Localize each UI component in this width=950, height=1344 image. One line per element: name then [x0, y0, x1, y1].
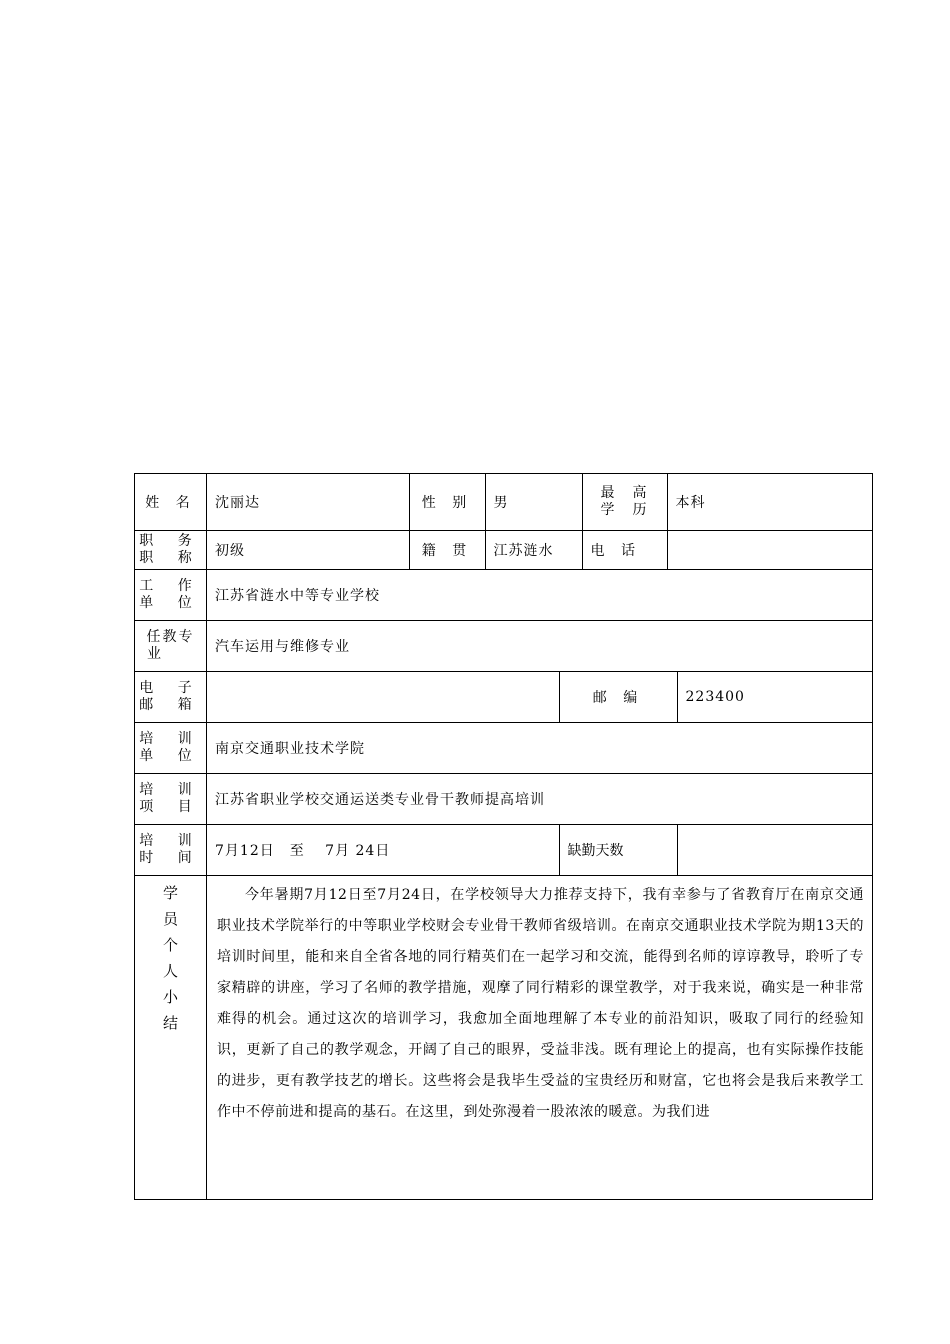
summary-label: [135, 876, 207, 1200]
education-label-line1: 最 高: [600, 485, 649, 501]
zip-value: 223400: [677, 672, 873, 722]
row-project: [135, 774, 873, 825]
work-unit-label-line1: 工 作: [139, 578, 202, 594]
origin-label: 籍 贯: [409, 531, 485, 569]
registration-form: [134, 473, 873, 1200]
row-email: [135, 672, 873, 723]
work-unit-label: [135, 570, 207, 621]
summary-label-char: 人: [162, 962, 178, 980]
email-label-line1: 电 子: [139, 680, 202, 696]
title-value: 初级: [215, 543, 245, 559]
education-label: [582, 474, 667, 530]
summary-label-char: 小: [162, 988, 178, 1006]
name-value: 沈丽达: [215, 495, 260, 511]
row-summary: [135, 876, 873, 1200]
train-unit-value: 南京交通职业技术学院: [207, 723, 873, 774]
absence-value: [677, 825, 873, 875]
work-unit-value: 江苏省涟水中等专业学校: [207, 570, 873, 621]
absence-label: 缺勤天数: [559, 825, 677, 875]
time-label-line2: 时 间: [139, 850, 202, 866]
work-unit-label-line2: 单 位: [139, 595, 202, 611]
time-label: [135, 825, 207, 876]
row-title: [135, 531, 873, 570]
title-label-line1: 职 务: [139, 533, 202, 549]
email-value: [207, 672, 559, 722]
project-label-line2: 项 目: [139, 799, 202, 815]
education-label-line2: 学 历: [600, 502, 649, 518]
train-unit-label-line2: 单 位: [139, 748, 202, 764]
summary-label-char: 员: [162, 910, 178, 928]
title-label-line2: 职 称: [139, 550, 202, 566]
summary-text: 今年暑期7月12日至7月24日，在学校领导大力推荐支持下，我有幸参与了省教育厅在南京交通职业技术学院举行的中等职业学校财会专业骨干教师省级培训。在南京交通职业技术学院为期13天的培训时间里，能和来自全省各地的同行精英们在一起学习和交流，能得到名师的谆谆教导，聆听了专家精辟的讲座，学习了名师的教学措施，观摩了同行精彩的课堂教学，对于我来说，确实是一种非常难得的机会。通过这次的培训学习，我愈加全面地理解了本专业的前沿知识，吸取了同行的经验知识，更新了自己的教学观念，开阔了自己的眼界，受益非浅。既有理论上的提高，也有实际操作技能的进步，更有教学技艺的增长。这些将会是我毕生受益的宝贵经历和财富，它也将会是我后来教学工作中不停前进和提高的基石。在这里，到处弥漫着一股浓浓的暖意。为我们进: [207, 876, 873, 1200]
row-work-unit: [135, 570, 873, 621]
education-value: 本科: [667, 474, 873, 530]
train-unit-label-line1: 培 训: [139, 731, 202, 747]
phone-value: [667, 531, 873, 569]
origin-value: 江苏涟水: [485, 531, 582, 569]
time-label-line1: 培 训: [139, 833, 202, 849]
row-major: [135, 621, 873, 672]
major-label: [135, 621, 207, 672]
major-label-line1: 任教专: [146, 629, 195, 645]
gender-label: 性 别: [409, 474, 485, 530]
phone-label: 电 话: [582, 531, 667, 569]
email-label: [135, 672, 207, 723]
summary-label-char: 结: [162, 1014, 178, 1032]
summary-label-char: 个: [162, 936, 178, 954]
row-train-unit: [135, 723, 873, 774]
project-value: 江苏省职业学校交通运送类专业骨干教师提高培训: [207, 774, 873, 825]
email-label-line2: 邮 箱: [139, 697, 202, 713]
major-label-line2: 业: [147, 646, 163, 662]
row-name: [135, 474, 873, 531]
project-label: [135, 774, 207, 825]
gender-value: 男: [485, 474, 582, 530]
name-label: 姓 名: [135, 474, 207, 531]
row-time: [135, 825, 873, 876]
time-value: 7月12日 至 7月 24日: [215, 843, 391, 859]
major-value: 汽车运用与维修专业: [207, 621, 873, 672]
train-unit-label: [135, 723, 207, 774]
project-label-line1: 培 训: [139, 782, 202, 798]
zip-label: 邮 编: [559, 672, 677, 722]
title-label: [135, 531, 207, 570]
summary-label-char: 学: [162, 884, 178, 902]
